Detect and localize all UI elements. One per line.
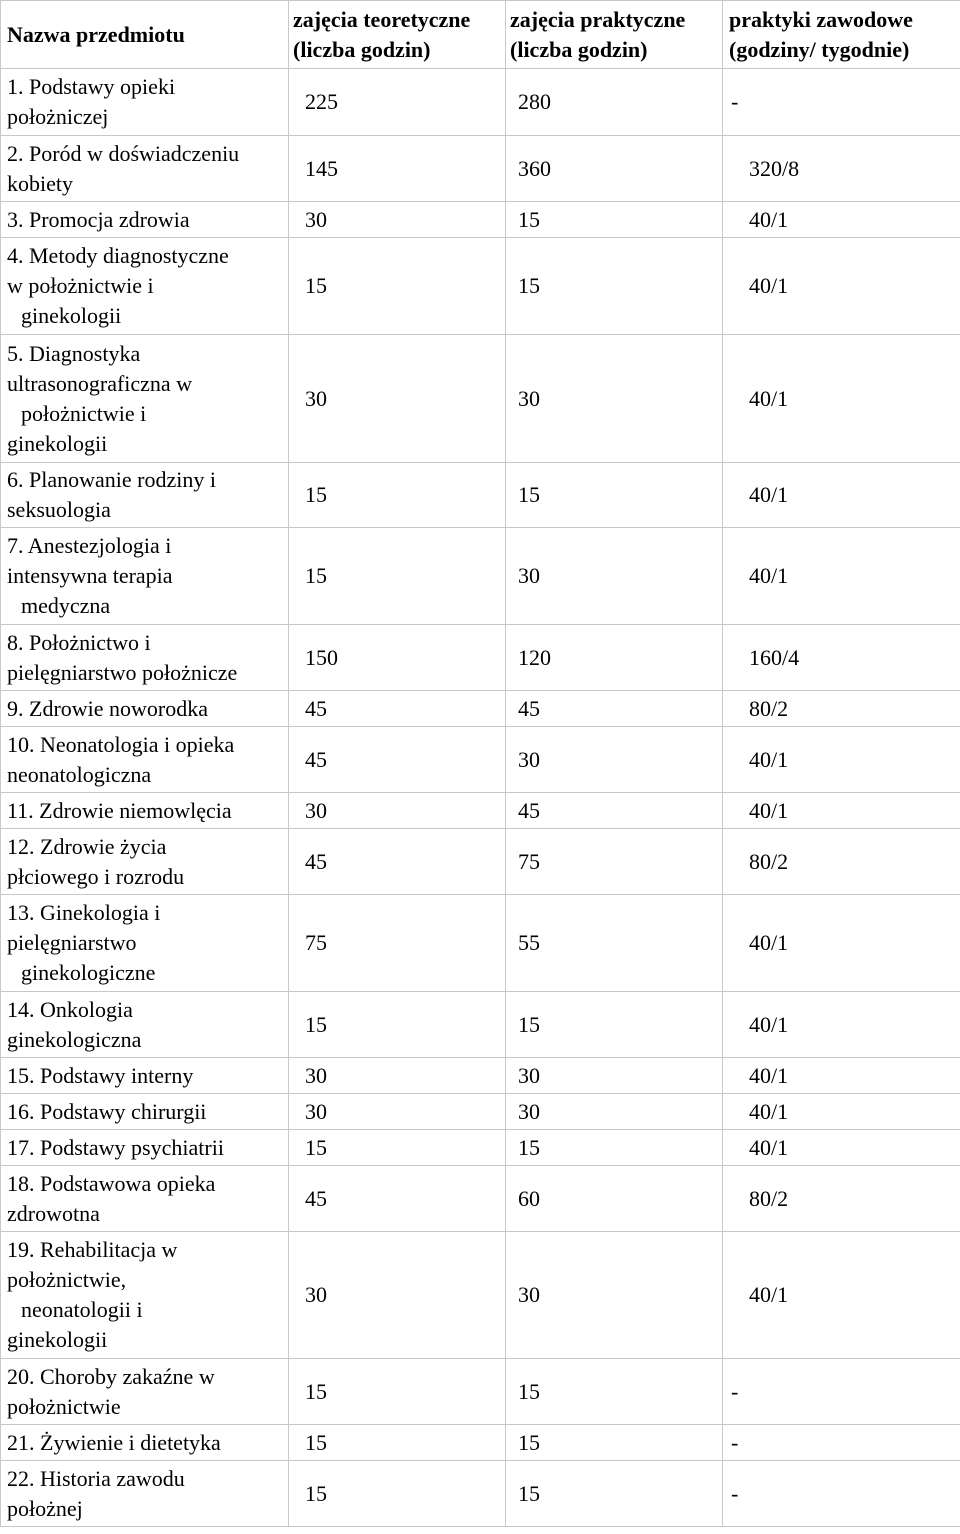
subject-name-line: ultrasonograficzna w	[7, 370, 193, 396]
theory-hours-cell: 15	[289, 1425, 506, 1461]
subject-name-line: ginekologiczne	[21, 960, 156, 985]
internship-hours-cell: -	[723, 1425, 960, 1461]
theory-hours-cell: 15	[289, 528, 506, 625]
table-row	[1, 895, 960, 992]
practice-hours-cell: 45	[506, 793, 723, 829]
table-row	[1, 691, 960, 727]
subject-name-line: pielęgniarstwo położnicze	[7, 659, 238, 685]
subject-name-cell	[1, 1058, 289, 1094]
table-row	[1, 136, 960, 202]
theory-hours-cell: 145	[289, 136, 506, 202]
subject-name-cell	[1, 1425, 289, 1461]
internship-hours-cell: 40/1	[723, 895, 960, 992]
theory-hours-cell: 45	[289, 727, 506, 793]
subject-name-line: 8. Położnictwo i	[7, 629, 151, 655]
subject-name-line: kobiety	[7, 170, 73, 196]
subject-name-line: 19. Rehabilitacja w	[7, 1237, 178, 1262]
subject-name-line: położnictwie	[7, 1393, 121, 1419]
table-row	[1, 1130, 960, 1166]
subject-name-cell	[1, 625, 289, 691]
subject-name-cell	[1, 895, 289, 992]
practice-hours-cell: 55	[506, 895, 723, 992]
subject-name-cell	[1, 463, 289, 528]
subject-name-line: ginekologii	[21, 303, 122, 328]
subject-name-cell	[1, 1094, 289, 1130]
table-row	[1, 463, 960, 528]
internship-hours-cell: 40/1	[723, 793, 960, 829]
subject-name-cell	[1, 238, 289, 335]
subject-name-cell	[1, 793, 289, 829]
header-practice-hours: zajęcia praktyczne (liczba godzin)	[506, 1, 723, 69]
table-row	[1, 1461, 960, 1527]
internship-hours-cell: -	[723, 1359, 960, 1425]
practice-hours-cell: 360	[506, 136, 723, 202]
table-row	[1, 1425, 960, 1461]
subject-name-line: 16. Podstawy chirurgii	[7, 1098, 207, 1124]
theory-hours-cell: 225	[289, 69, 506, 136]
subject-name-line: 12. Zdrowie życia	[7, 833, 167, 859]
subject-name-line: 15. Podstawy interny	[7, 1062, 194, 1088]
internship-hours-cell: -	[723, 1461, 960, 1527]
subject-name-line: położnictwie,	[7, 1267, 127, 1292]
subject-name-line: płciowego i rozrodu	[7, 863, 185, 889]
practice-hours-cell: 120	[506, 625, 723, 691]
practice-hours-cell: 15	[506, 463, 723, 528]
theory-hours-cell: 30	[289, 1058, 506, 1094]
table-row	[1, 829, 960, 895]
practice-hours-cell: 30	[506, 1094, 723, 1130]
subject-name-line: 17. Podstawy psychiatrii	[7, 1134, 224, 1160]
practice-hours-cell: 15	[506, 1130, 723, 1166]
practice-hours-cell: 15	[506, 1425, 723, 1461]
header-theory-hours: zajęcia teoretyczne (liczba godzin)	[289, 1, 506, 69]
subject-name-cell	[1, 1166, 289, 1232]
subject-name-line: medyczna	[21, 593, 111, 618]
practice-hours-cell: 15	[506, 992, 723, 1058]
theory-hours-cell: 15	[289, 992, 506, 1058]
internship-hours-cell: 320/8	[723, 136, 960, 202]
subject-name-line: ginekologii	[7, 430, 108, 456]
table-row	[1, 202, 960, 238]
subject-name-line: 21. Żywienie i dietetyka	[7, 1429, 221, 1455]
subject-name-line: intensywna terapia	[7, 563, 173, 588]
table-row	[1, 1166, 960, 1232]
practice-hours-cell: 75	[506, 829, 723, 895]
practice-hours-cell: 60	[506, 1166, 723, 1232]
table-row	[1, 625, 960, 691]
subject-name-line: 14. Onkologia	[7, 996, 133, 1022]
practice-hours-cell: 30	[506, 727, 723, 793]
subject-name-line: 10. Neonatologia i opieka	[7, 731, 235, 757]
theory-hours-cell: 15	[289, 463, 506, 528]
subject-name-line: pielęgniarstwo	[7, 930, 137, 955]
table-row	[1, 1094, 960, 1130]
internship-hours-cell: 40/1	[723, 1094, 960, 1130]
table-row	[1, 69, 960, 136]
theory-hours-cell: 45	[289, 691, 506, 727]
subject-name-line: 22. Historia zawodu	[7, 1465, 185, 1491]
table-row	[1, 238, 960, 335]
subject-name-cell	[1, 528, 289, 625]
subject-name-line: 9. Zdrowie noworodka	[7, 695, 209, 721]
internship-hours-cell: 80/2	[723, 829, 960, 895]
theory-hours-cell: 30	[289, 1094, 506, 1130]
subject-name-line: położnictwie i	[21, 400, 147, 426]
subject-name-line: 6. Planowanie rodziny i	[7, 467, 216, 492]
subject-name-cell	[1, 1232, 289, 1359]
subject-name-line: 1. Podstawy opieki	[7, 74, 176, 99]
subject-name-cell	[1, 1359, 289, 1425]
subject-name-line: położniczej	[7, 104, 109, 129]
subject-name-line: 7. Anestezjologia i	[7, 533, 172, 558]
internship-hours-cell: 40/1	[723, 463, 960, 528]
practice-hours-cell: 30	[506, 1058, 723, 1094]
table-row	[1, 793, 960, 829]
internship-hours-cell: 40/1	[723, 727, 960, 793]
theory-hours-cell: 15	[289, 238, 506, 335]
header-internship-hours: praktyki zawodowe (godziny/ tygodnie)	[723, 1, 960, 69]
practice-hours-cell: 30	[506, 1232, 723, 1359]
subject-name-line: położnej	[7, 1495, 83, 1521]
practice-hours-cell: 45	[506, 691, 723, 727]
table-row	[1, 1232, 960, 1359]
theory-hours-cell: 45	[289, 829, 506, 895]
subject-name-line: 11. Zdrowie niemowlęcia	[7, 797, 232, 823]
subject-name-line: zdrowotna	[7, 1200, 100, 1226]
theory-hours-cell: 15	[289, 1130, 506, 1166]
internship-hours-cell: 160/4	[723, 625, 960, 691]
practice-hours-cell: 30	[506, 528, 723, 625]
subject-name-line: 13. Ginekologia i	[7, 900, 161, 925]
subject-name-cell	[1, 829, 289, 895]
subject-name-line: ginekologiczna	[7, 1026, 142, 1052]
theory-hours-cell: 15	[289, 1461, 506, 1527]
practice-hours-cell: 15	[506, 1359, 723, 1425]
theory-hours-cell: 30	[289, 793, 506, 829]
subject-name-cell	[1, 691, 289, 727]
subject-name-line: 2. Poród w doświadczeniu	[7, 140, 240, 166]
subject-name-line: neonatologiczna	[7, 761, 152, 787]
subject-name-line: 20. Choroby zakaźne w	[7, 1363, 215, 1389]
table-body	[1, 69, 960, 1527]
subject-name-line: 5. Diagnostyka	[7, 340, 141, 366]
header-row	[1, 1, 960, 69]
subject-name-cell	[1, 136, 289, 202]
internship-hours-cell: 40/1	[723, 1130, 960, 1166]
subject-name-cell	[1, 1130, 289, 1166]
table-row	[1, 335, 960, 463]
internship-hours-cell: 40/1	[723, 1058, 960, 1094]
internship-hours-cell: -	[723, 69, 960, 136]
subject-name-cell	[1, 335, 289, 463]
table-row	[1, 727, 960, 793]
subject-name-line: ginekologii	[7, 1327, 108, 1352]
theory-hours-cell: 75	[289, 895, 506, 992]
theory-hours-cell: 45	[289, 1166, 506, 1232]
subject-name-line: seksuologia	[7, 497, 111, 522]
table-row	[1, 1058, 960, 1094]
theory-hours-cell: 30	[289, 1232, 506, 1359]
practice-hours-cell: 30	[506, 335, 723, 463]
theory-hours-cell: 150	[289, 625, 506, 691]
internship-hours-cell: 80/2	[723, 1166, 960, 1232]
subject-name-line: 3. Promocja zdrowia	[7, 206, 190, 232]
internship-hours-cell: 40/1	[723, 992, 960, 1058]
practice-hours-cell: 280	[506, 69, 723, 136]
internship-hours-cell: 40/1	[723, 335, 960, 463]
subject-name-cell	[1, 992, 289, 1058]
table-row	[1, 1359, 960, 1425]
practice-hours-cell: 15	[506, 238, 723, 335]
table-row	[1, 992, 960, 1058]
theory-hours-cell: 15	[289, 1359, 506, 1425]
internship-hours-cell: 80/2	[723, 691, 960, 727]
subject-name-cell	[1, 69, 289, 136]
internship-hours-cell: 40/1	[723, 528, 960, 625]
subject-name-line: 18. Podstawowa opieka	[7, 1170, 216, 1196]
internship-hours-cell: 40/1	[723, 238, 960, 335]
theory-hours-cell: 30	[289, 335, 506, 463]
table-row	[1, 528, 960, 625]
practice-hours-cell: 15	[506, 202, 723, 238]
subject-name-line: w położnictwie i	[7, 273, 154, 298]
internship-hours-cell: 40/1	[723, 1232, 960, 1359]
practice-hours-cell: 15	[506, 1461, 723, 1527]
subject-name-cell	[1, 202, 289, 238]
header-subject-name: Nazwa przedmiotu	[1, 1, 289, 69]
subject-name-cell	[1, 727, 289, 793]
subject-name-line: 4. Metody diagnostyczne	[7, 243, 229, 268]
subject-name-line: neonatologii i	[21, 1297, 143, 1322]
internship-hours-cell: 40/1	[723, 202, 960, 238]
subject-name-cell	[1, 1461, 289, 1527]
theory-hours-cell: 30	[289, 202, 506, 238]
